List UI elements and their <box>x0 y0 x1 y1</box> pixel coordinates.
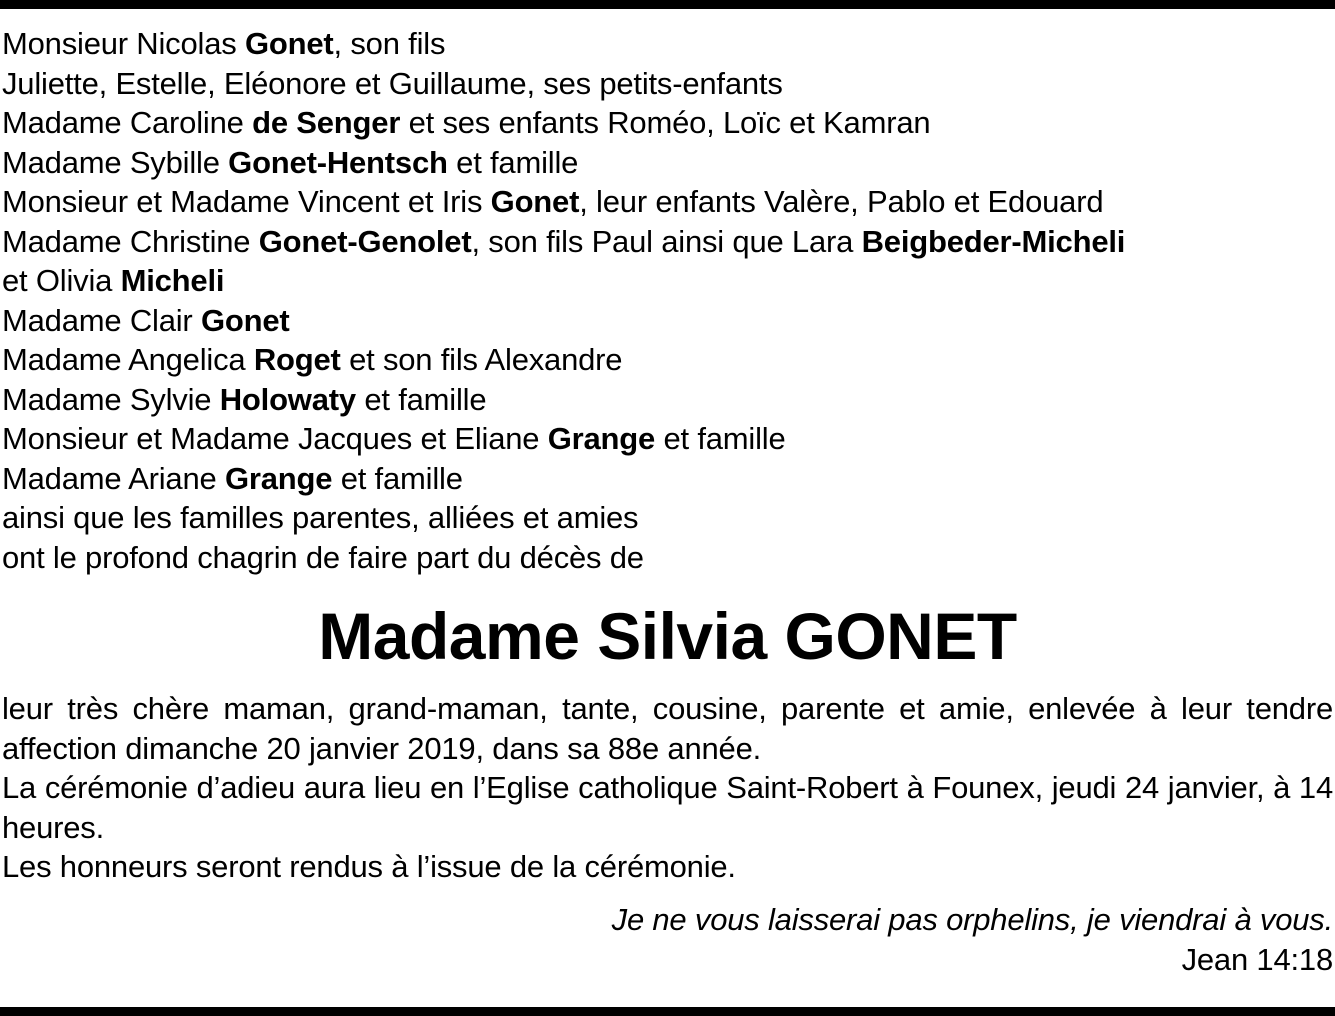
mourner-text: et Olivia <box>2 263 121 298</box>
scripture-quote <box>2 900 1333 979</box>
mourner-text: et famille <box>332 460 463 496</box>
mourner-line <box>2 380 1332 420</box>
mourner-surname: Roget <box>253 342 341 377</box>
mourner-text: Madame Angelica <box>2 342 254 377</box>
mourner-text: , leur enfants Valère, Pablo et Edouard <box>579 184 1104 219</box>
mourner-surname: Holowaty <box>219 381 356 417</box>
mourner-text: et famille <box>447 144 579 180</box>
mourner-line <box>2 538 1332 578</box>
mourner-text: Madame Sybille <box>2 144 229 180</box>
mourner-surname: Micheli <box>120 263 225 298</box>
mourner-surname: Grange <box>224 460 333 496</box>
mourner-text: Monsieur et Madame Jacques et Eliane <box>2 421 548 456</box>
mourner-text: Madame Christine <box>2 223 259 259</box>
mourner-line <box>2 64 1332 104</box>
deceased-name: Madame Silvia GONET <box>318 599 1017 673</box>
mourner-line <box>2 419 1332 459</box>
bottom-border-rule <box>0 1007 1335 1016</box>
mourner-line <box>2 340 1332 380</box>
top-border-rule <box>0 0 1335 9</box>
mourner-text: Madame Sylvie <box>2 381 220 417</box>
mourner-text: , son fils Paul ainsi que Lara <box>471 223 862 259</box>
mourner-text: ont le profond chagrin de faire part du décès de <box>2 539 644 575</box>
mourner-line <box>2 24 1332 64</box>
announcement-paragraph: leur très chère maman, grand-maman, tante, cousine, parente et amie, enlevée à leur tendre affection dimanche 20 janvier 2019, dans sa 88e année. <box>2 691 1333 766</box>
mourner-text: ainsi que les familles parentes, alliées et amies <box>2 500 639 535</box>
mourner-line <box>2 459 1332 499</box>
mourner-surname: Grange <box>547 421 656 456</box>
mourner-surname: Gonet-Hentsch <box>228 144 448 180</box>
mourner-text: et ses enfants Roméo, Loïc et Kamran <box>400 105 931 140</box>
mourner-text: Monsieur et Madame Vincent et Iris <box>2 184 491 219</box>
mourner-line <box>2 261 1332 301</box>
mourner-line <box>2 143 1332 183</box>
announcement-body <box>2 689 1333 887</box>
mourner-line <box>2 498 1332 538</box>
mourner-surname: Gonet <box>244 26 334 61</box>
mourner-text: , son fils <box>333 26 446 61</box>
mourner-text: Monsieur Nicolas <box>2 26 245 61</box>
quote-text: Je ne vous laisserai pas orphelins, je viendrai à vous. <box>611 902 1333 937</box>
mourner-text: et son fils Alexandre <box>340 342 623 377</box>
ceremony-paragraph: La cérémonie d’adieu aura lieu en l’Eglise catholique Saint-Robert à Founex, jeudi 24 janvier, à 14 heures. <box>2 770 1333 845</box>
mourner-text: et famille <box>355 381 487 417</box>
mourner-surname: Gonet-Genolet <box>258 223 472 259</box>
mourners-list <box>2 24 1332 577</box>
mourner-line <box>2 301 1332 341</box>
quote-reference: Jean 14:18 <box>1181 941 1333 977</box>
mourner-surname: Gonet <box>200 302 290 338</box>
mourner-text: Madame Caroline <box>2 105 253 140</box>
mourner-text: et famille <box>655 421 786 456</box>
mourner-surname: Beigbeder-Micheli <box>861 223 1126 259</box>
mourner-text: Juliette, Estelle, Eléonore et Guillaume, ses petits-enfants <box>2 65 783 101</box>
mourner-line <box>2 222 1332 262</box>
mourner-surname: de Senger <box>252 105 401 140</box>
honours-paragraph: Les honneurs seront rendus à l’issue de la cérémonie. <box>2 849 736 884</box>
mourner-line <box>2 103 1332 143</box>
mourner-line <box>2 182 1332 222</box>
mourner-surname: Gonet <box>490 184 580 219</box>
mourner-text: Madame Ariane <box>2 460 225 496</box>
mourner-text: Madame Clair <box>2 302 201 338</box>
